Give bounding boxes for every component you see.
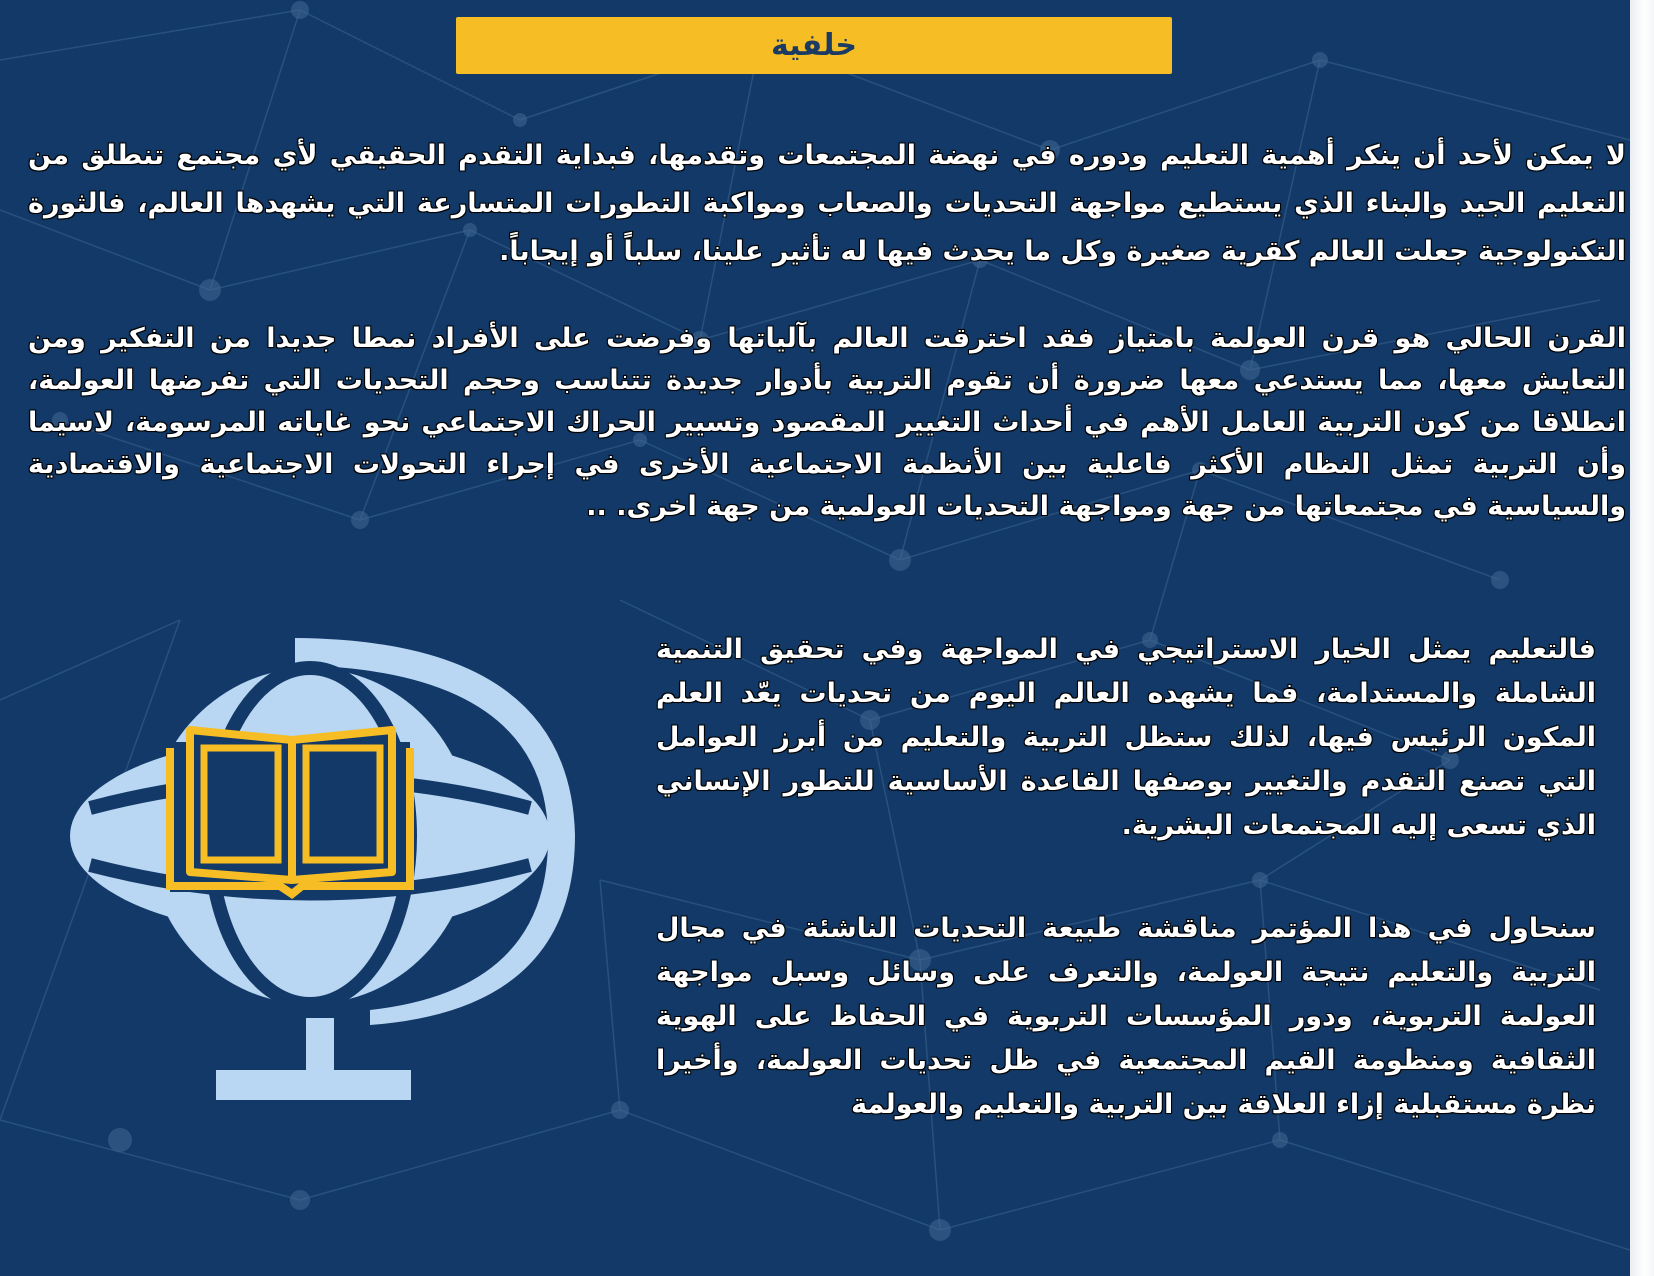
paragraph-globalization: القرن الحالي هو قرن العولمة بامتياز فقد اخترقت العالم بآلياتها وفرضت على الأفراد نمطا جديدا من التفكير ومن التعايش معها، مما يستدعي معها ضرورة أن تقوم التربية بأدوار جديدة تتناسب وحجم التحديات التي تفرضها العولمة، انطلاقا من كون التربية العامل الأهم في أحداث التغيير المقصود وتسيير الحراك الاجتماعي نحو غاياته المرسومة، لاسيما وأن التربية تمثل النظام الأكثر فاعلية بين الأنظمة الاجتماعية الأخرى في إجراء التحولات الاجتماعية والاقتصادية والسياسية في مجتمعاتها من جهة ومواجهة التحديات العولمية من جهة اخرى. .. [28,323,1626,522]
right-page-edge [1630,0,1654,1276]
title-banner [456,17,1172,74]
paragraph-intro: لا يمكن لأحد أن ينكر أهمية التعليم ودوره في نهضة المجتمعات وتقدمها، فبداية التقدم الحقيقي لأي مجتمع تنطلق من التعليم الجيد والبناء الذي يستطيع مواجهة التحديات والصعاب ومواكبة التطورات المتسارعة التي يشهدها العالم، فالثورة التكنولوجية جعلت العالم كقرية صغيرة وكل ما يحدث فيها له تأثير علينا، سلباً أو إيجاباً. [28,140,1626,267]
globe-book-icon [70,630,590,1110]
page-title: خلفية [771,28,857,63]
paragraph-conference-aims: سنحاول في هذا المؤتمر مناقشة طبيعة التحديات الناشئة في مجال التربية والتعليم نتيجة العولمة، والتعرف على وسائل وسبل مواجهة العولمة التربوية، ودور المؤسسات التربوية في الحفاظ على الهوية الثقافية ومنظومة القيم المجتمعية في ظل تحديات العولمة، وأخيرا نظرة مستقبلية إزاء العلاقة بين التربية والتعليم والعولمة [656,913,1596,1120]
paragraph-education-strategy: فالتعليم يمثل الخيار الاستراتيجي في المواجهة وفي تحقيق التنمية الشاملة والمستدامة، فما يشهده العالم اليوم من تحديات يعّد العلم المكون الرئيس فيها، لذلك ستظل التربية والتعليم من أبرز العوامل التي تصنع التقدم والتغيير بوصفها القاعدة الأساسية للتطور الإنساني الذي تسعى إليه المجتمعات البشرية. [656,634,1596,841]
